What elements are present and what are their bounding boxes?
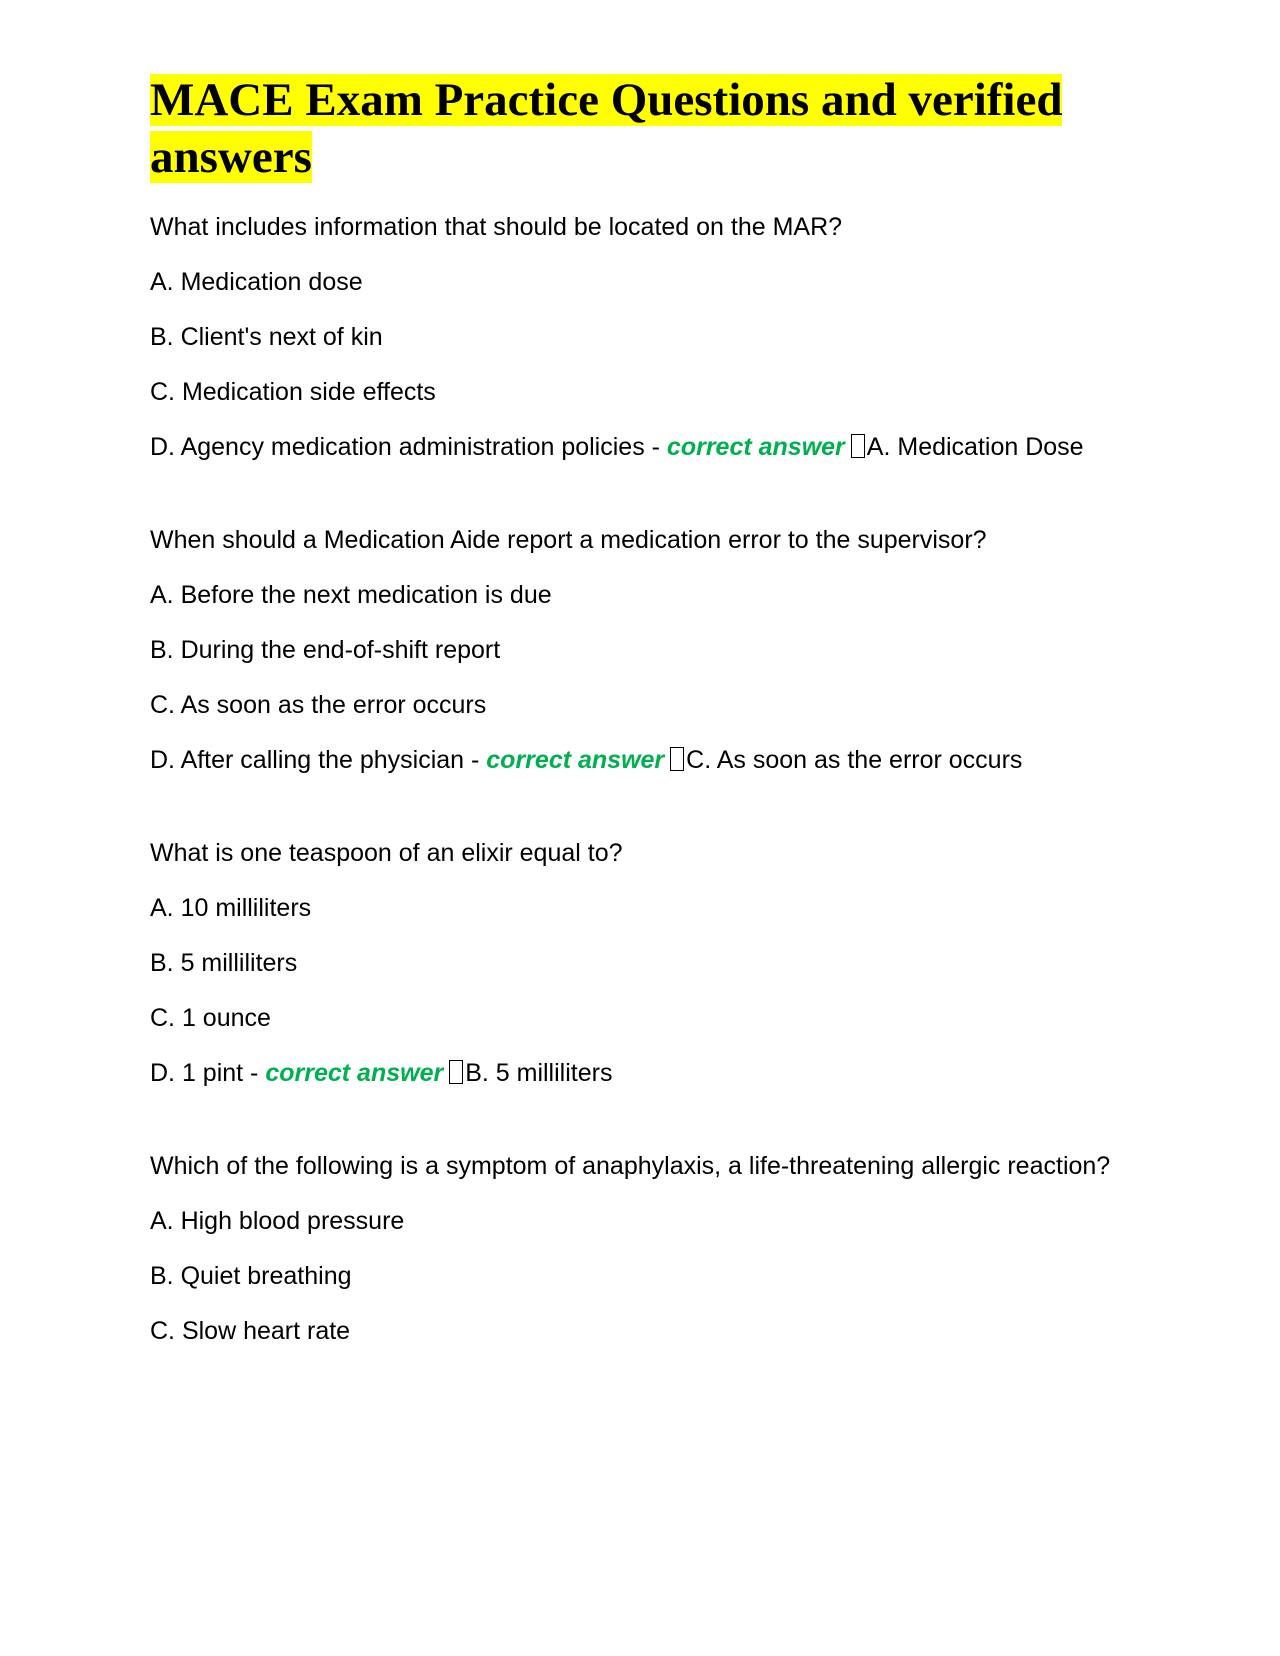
- answer-text: C. As soon as the error occurs: [686, 746, 1023, 774]
- document-page: [150, 72, 1140, 1405]
- question-block: [150, 1147, 1140, 1350]
- option-d: D. Agency medication administration policies -: [150, 433, 667, 461]
- option-d: D. 1 pint -: [150, 1059, 266, 1087]
- missing-glyph-icon: [449, 1060, 463, 1084]
- option-c: C. Slow heart rate: [150, 1317, 351, 1345]
- option-c: C. 1 ounce: [150, 1004, 271, 1032]
- option-c: C. As soon as the error occurs: [150, 691, 487, 719]
- document-title: [150, 72, 1140, 186]
- question-text: What includes information that should be located on the MAR?: [150, 213, 843, 241]
- missing-glyph-icon: [851, 434, 865, 458]
- option-d: D. After calling the physician -: [150, 746, 487, 774]
- answer-text: A. Medication Dose: [866, 433, 1084, 461]
- document-title-text: MACE Exam Practice Questions and verified answers: [150, 74, 1063, 183]
- question-text: When should a Medication Aide report a medication error to the supervisor?: [150, 526, 987, 554]
- question-block: [150, 521, 1140, 779]
- correct-answer-label: correct answer: [486, 746, 665, 774]
- option-b: B. 5 milliliters: [150, 949, 298, 977]
- question-text: Which of the following is a symptom of anaphylaxis, a life-threatening allergic reaction?: [150, 1152, 1111, 1180]
- question-text: What is one teaspoon of an elixir equal to?: [150, 839, 623, 867]
- option-a: A. Before the next medication is due: [150, 581, 552, 609]
- option-b: B. During the end-of-shift report: [150, 636, 501, 664]
- option-b: B. Quiet breathing: [150, 1262, 352, 1290]
- option-d-with-answer: [150, 741, 1140, 779]
- correct-answer-label: correct answer: [666, 433, 845, 461]
- option-c: C. Medication side effects: [150, 378, 436, 406]
- question-block: [150, 208, 1140, 466]
- option-b: B. Client's next of kin: [150, 323, 383, 351]
- correct-answer-label: correct answer: [265, 1059, 444, 1087]
- option-a: A. Medication dose: [150, 268, 363, 296]
- answer-text: B. 5 milliliters: [465, 1059, 613, 1087]
- question-block: [150, 834, 1140, 1092]
- option-d-with-answer: [150, 428, 1140, 466]
- option-a: A. High blood pressure: [150, 1207, 405, 1235]
- missing-glyph-icon: [670, 747, 684, 771]
- option-a: A. 10 milliliters: [150, 894, 312, 922]
- option-d-with-answer: [150, 1054, 1140, 1092]
